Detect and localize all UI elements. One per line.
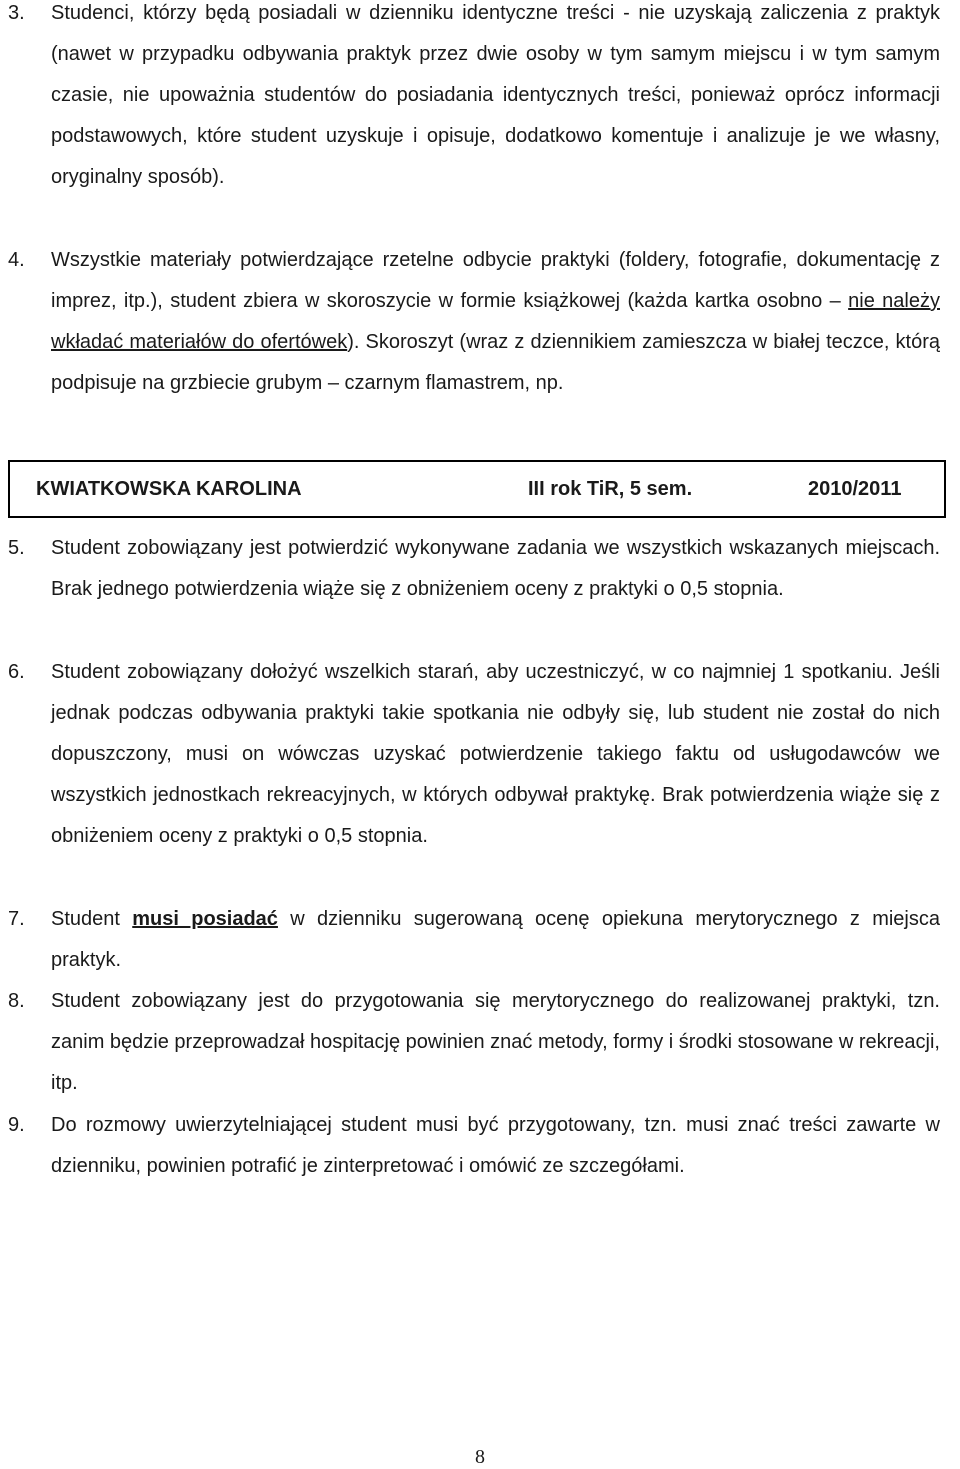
underlined-text: nie należy wkładać materiałów do ofertówek (51, 290, 940, 353)
list-item-number: 8. (8, 990, 25, 1012)
list-item-text: Do rozmowy uwierzytelniającej student musi być przygotowany, tzn. musi znać treści zawarte w dzienniku, powinien potrafić je zinterpretować i omówić ze szczegółami. (51, 1114, 940, 1177)
text-segment: Wszystkie materiały potwierdzające rzetelne odbycie praktyki (foldery, fotografie, dokumentację z imprez, itp.), student zbiera w skoroszycie w formie książkowej (każda kartka osobno – (51, 249, 940, 312)
list-item-text: Student zobowiązany jest potwierdzić wykonywane zadania we wszystkich wskazanych miejscach. Brak jednego potwierdzenia wiąże się z obniżeniem oceny z praktyki o 0,5 stopnia. (51, 537, 940, 600)
label-course: III rok TiR, 5 sem. (528, 478, 693, 500)
list-item-number: 4. (8, 249, 25, 271)
list-item-text (51, 240, 940, 404)
list-item-text: Student zobowiązany jest do przygotowania się merytorycznego do realizowanej praktyki, tzn. zanim będzie przeprowadzał hospitację powinien znać metody, formy i środki stosowane w rekreacji, itp. (51, 990, 940, 1094)
list-item-text: Student zobowiązany dołożyć wszelkich starań, aby uczestniczyć, w co najmniej 1 spotkaniu. Jeśli jednak podczas odbywania praktyki takie spotkania nie odbyły się, lub student nie został do nich dopuszczony, musi on wówczas uzyskać potwierdzenie takiego faktu od usługodawców we wszystkich jednostkach rekreacyjnych, w których odbywał praktykę. Brak potwierdzenia wiąże się z obniżeniem oceny z praktyki o 0,5 stopnia. (51, 661, 940, 847)
list-item-text: Studenci, którzy będą posiadali w dzienniku identyczne treści - nie uzyskają zaliczenia z praktyk (nawet w przypadku odbywania praktyk przez dwie osoby w tym samym miejscu i w tym samym czasie, nie upoważnia studentów do posiadania identycznych treści, ponieważ oprócz informacji podstawowych, które student uzyskuje i opisuje, dodatkowo komentuje i analizuje je we własny, oryginalny sposób). (51, 2, 940, 188)
label-year: 2010/2011 (808, 478, 902, 500)
text-segment: ). Skoroszyt (wraz z dziennikiem zamieszcza w białej teczce, którą podpisuje na grzbiecie grubym – czarnym flamastrem, np. (51, 331, 940, 394)
list-item-number: 7. (8, 908, 25, 930)
page-number: 8 (475, 1446, 485, 1468)
text-segment: Student (51, 908, 133, 930)
list-item-number: 6. (8, 661, 25, 683)
list-item-number: 9. (8, 1114, 25, 1136)
text-segment: w dzienniku sugerowaną ocenę opiekuna merytorycznego z miejsca praktyk. (51, 908, 940, 971)
list-item-number: 5. (8, 537, 25, 559)
label-example-box (8, 460, 946, 518)
label-name: KWIATKOWSKA KAROLINA (36, 478, 302, 500)
emphasized-text: musi posiadać (132, 908, 278, 930)
list-item-number: 3. (8, 2, 25, 24)
list-item-text (51, 899, 940, 981)
